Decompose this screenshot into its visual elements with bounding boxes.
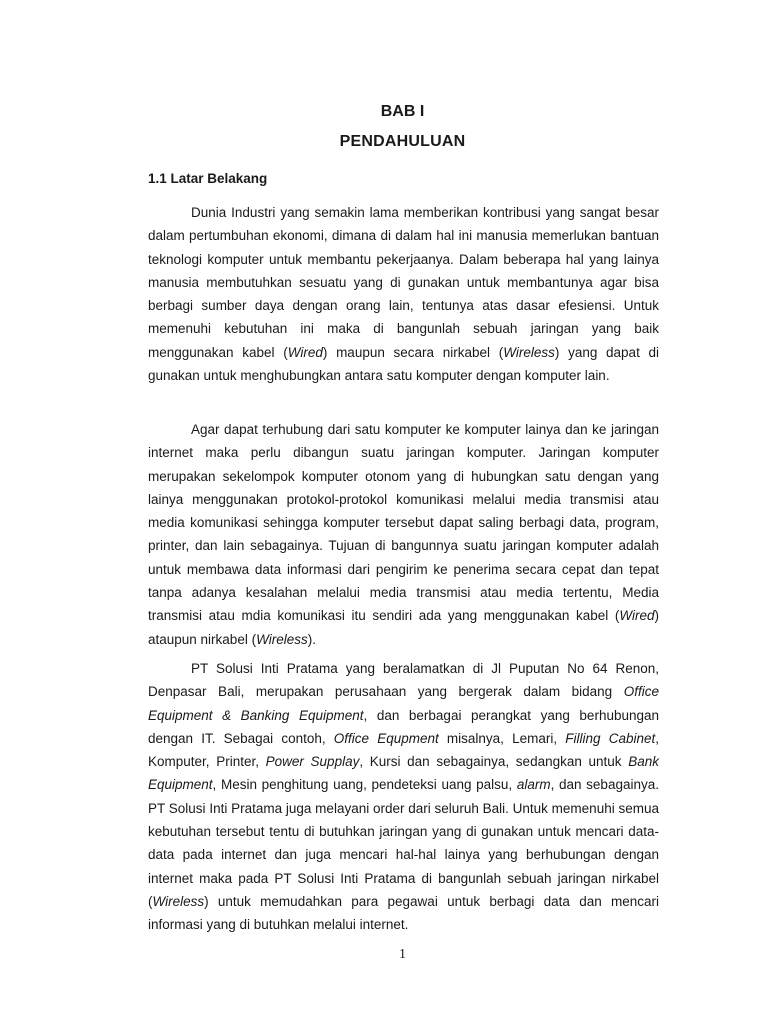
text-run: misalnya, Lemari,: [438, 730, 566, 746]
italic-term: Wireless: [256, 631, 308, 647]
body-paragraph-3: [148, 657, 659, 937]
italic-term: alarm: [516, 777, 551, 793]
text-run: ) ataupun nirkabel (: [148, 608, 659, 647]
chapter-title: PENDAHULUAN: [339, 133, 466, 150]
body-paragraph-2: [148, 418, 659, 651]
text-run: Agar dapat terhubung dari satu komputer ke komputer lainya dan ke jaringan internet maka perlu dibangun suatu jaringan komputer. Jaringan komputer merupakan sekelompok komputer otonom yang di hubungkan satu dengan yang lainya menggunakan protokol-protokol komunikasi melalui media transmisi atau media komunikasi sehingga komputer tersebut dapat saling berbagi data, program, printer, dan lain sebagainya. Tujuan di bangunnya suatu jaringan komputer adalah untuk membawa data informasi dari pengirim ke penerima secara cepat dan tepat tanpa adanya kesalahan melalui media transmisi atau media tertentu, Media transmisi atau mdia komunikasi itu sendiri ada yang menggunakan kabel (: [148, 422, 659, 624]
italic-term: Office Equipment & Banking Equipment: [148, 684, 659, 723]
italic-term: Wired: [287, 344, 323, 360]
text-run: , dan berbagai perangkat yang berhubungan dengan IT. Sebagai contoh,: [148, 707, 660, 746]
page-number: 1: [399, 947, 406, 962]
italic-term: Power Supplay: [265, 754, 360, 770]
chapter-number: BAB I: [380, 103, 425, 120]
text-run: PT Solusi Inti Pratama yang beralamatkan di Jl Puputan No 64 Renon, Denpasar Bali, merupakan perusahaan yang bergerak dalam bidang: [148, 661, 659, 700]
italic-term: Filling Cabinet: [565, 730, 656, 746]
text-run: ) untuk memudahkan para pegawai untuk berbagi data dan mencari informasi yang di butuhkan melalui internet.: [148, 893, 659, 933]
text-run: ) maupun secara nirkabel (: [322, 344, 504, 360]
italic-term: Office Equpment: [333, 730, 439, 746]
paragraph-text: [148, 418, 659, 651]
text-run: ) yang dapat di gunakan untuk menghubungkan antara satu komputer dengan komputer lain.: [148, 344, 660, 384]
text-run: , Kursi dan sebagainya, sedangkan untuk: [359, 754, 629, 770]
italic-term: Wireless: [152, 893, 205, 909]
italic-term: Wireless: [503, 344, 555, 360]
paragraph-text: [148, 201, 659, 387]
text-run: Dunia Industri yang semakin lama memberikan kontribusi yang sangat besar dalam pertumbuhan ekonomi, dimana di dalam hal ini manusia memerlukan bantuan teknologi komputer untuk membantu pekerjaanya. Dalam beberapa hal yang lainya manusia membutuhkan sesuatu yang di gunakan untuk membantunya agar bisa berbagi sumber daya dengan orang lain, tentunya atas dasar efesiensi. Untuk memenuhi kebutuhan ini maka di bangunlah sebuah jaringan yang baik menggunakan kabel (: [148, 205, 659, 360]
section-heading: 1.1 Latar Belakang: [148, 171, 268, 186]
text-run: , Mesin penghitung uang, pendeteksi uang palsu,: [212, 777, 517, 793]
text-run: , dan sebagainya. PT Solusi Inti Pratama juga melayani order dari seluruh Bali. Untuk memenuhi semua kebutuhan tersebut tentu di butuhkan jaringan yang di gunakan untuk mencari data-data pada internet dan juga mencari hal-hal lainya yang berhubungan dengan internet maka pada PT Solusi Inti Pratama di bangunlah sebuah jaringan nirkabel (: [148, 777, 659, 909]
text-run: ).: [307, 631, 316, 647]
paragraph-text: [148, 657, 659, 937]
body-paragraph-1: [148, 201, 659, 387]
text-run: , Komputer, Printer,: [148, 730, 659, 770]
italic-term: Bank Equipment: [148, 754, 659, 793]
italic-term: Wired: [619, 608, 655, 624]
